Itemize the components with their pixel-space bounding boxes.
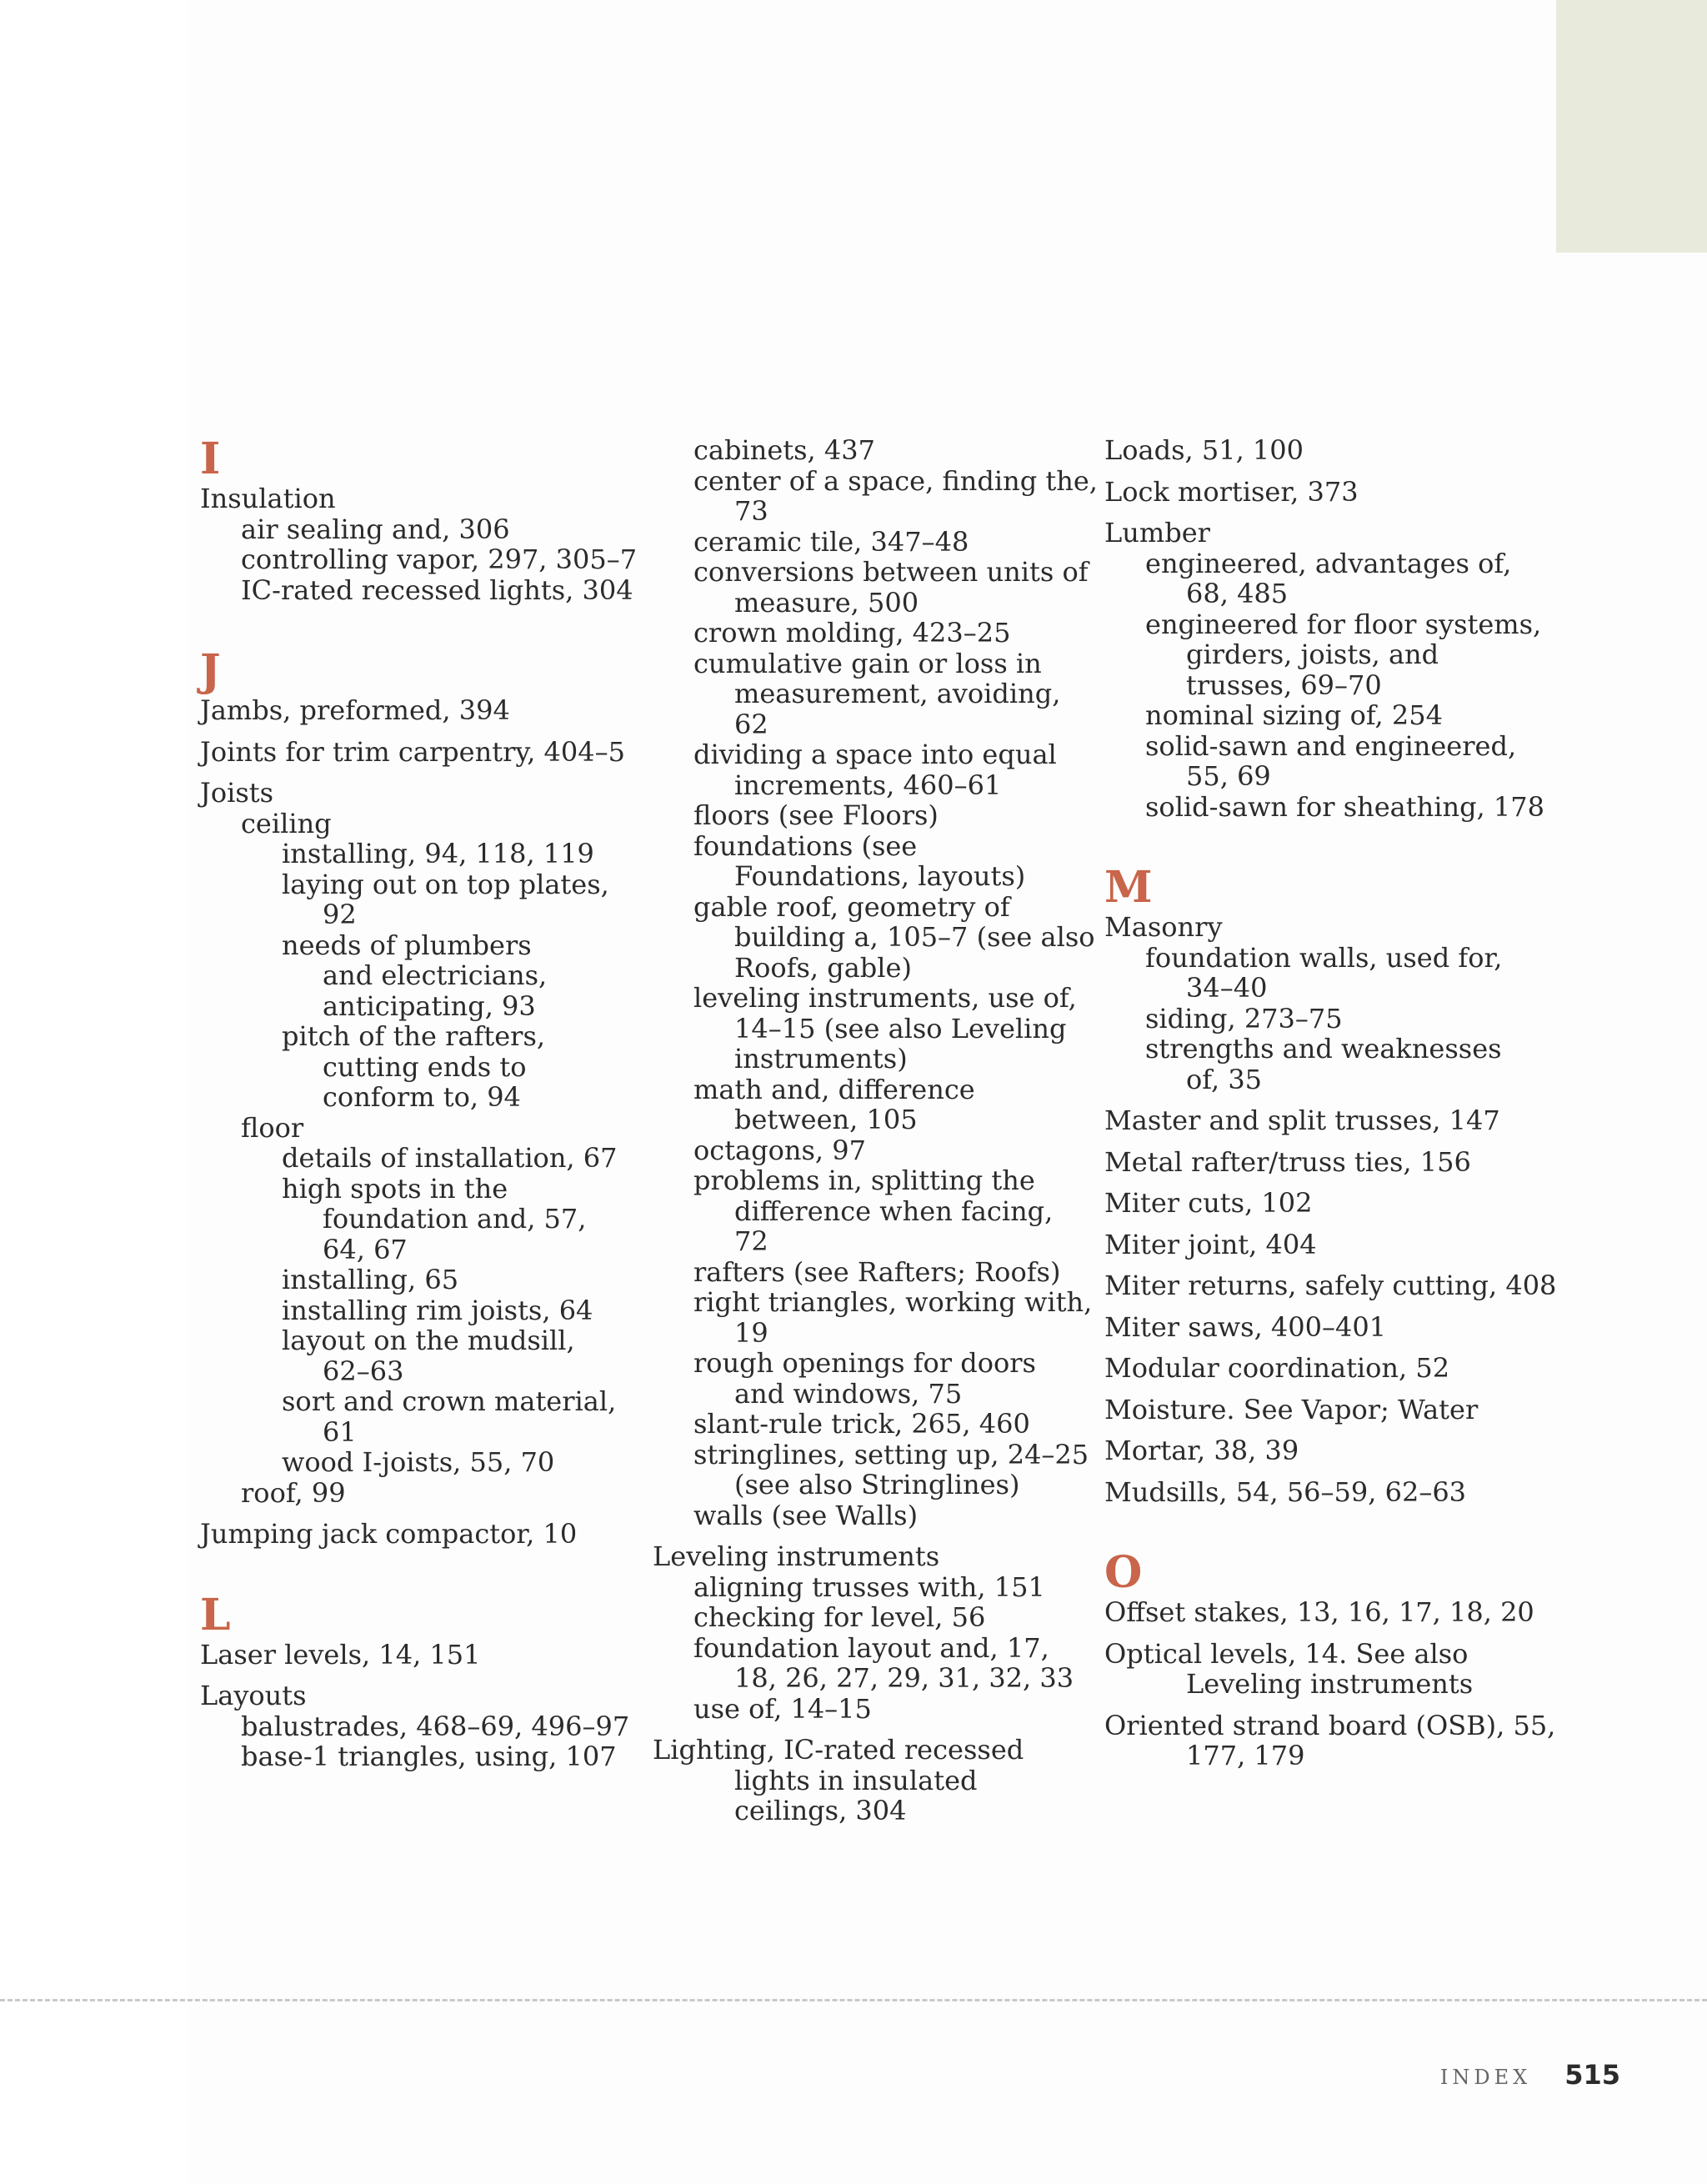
index-subentry: controlling vapor, 297, 305–7 (241, 543, 638, 575)
index-subentry: 62 (734, 708, 768, 740)
index-subentry: math and, difference (693, 1073, 975, 1105)
index-column-3 (1104, 434, 1557, 1782)
index-heading: Miter cuts, 102 (1104, 1187, 1313, 1219)
index-subentry: checking for level, 56 (693, 1601, 986, 1633)
index-subentry: conversions between units of (693, 556, 1089, 588)
index-entry (1104, 1312, 1554, 1343)
index-subentry: rafters (see Rafters; Roofs) (693, 1255, 1061, 1288)
index-entry (1104, 1105, 1554, 1136)
index-subentry: conform to, 94 (323, 1081, 521, 1113)
index-heading: Master and split trusses, 147 (1104, 1105, 1500, 1136)
index-entry (1104, 1188, 1554, 1219)
index-heading: Mortar, 38, 39 (1104, 1435, 1299, 1466)
index-subentry: 64, 67 (323, 1233, 408, 1265)
index-heading: Masonry (1104, 911, 1223, 943)
index-entry (1104, 1353, 1554, 1384)
index-subentry: walls (see Walls) (693, 1499, 919, 1531)
index-subentry: 61 (323, 1415, 357, 1448)
footer-rule (0, 1999, 1707, 2001)
index-entry (200, 1640, 633, 1671)
index-subentry: foundation layout and, 17, (693, 1631, 1049, 1664)
index-subentry: center of a space, finding the, (693, 464, 1098, 497)
index-heading: Jumping jack compactor, 10 (200, 1518, 578, 1550)
index-subentry: balustrades, 468–69, 496–97 (241, 1710, 630, 1742)
index-subentry: stringlines, setting up, 24–25 (693, 1438, 1089, 1470)
index-heading: Mudsills, 54, 56–59, 62–63 (1104, 1475, 1467, 1508)
index-subentry: 72 (734, 1225, 768, 1257)
index-subentry: foundation walls, used for, (1145, 941, 1503, 974)
index-heading: Joists (200, 777, 274, 809)
index-entry (1104, 1147, 1554, 1178)
index-subentry: problems in, splitting the (693, 1165, 1035, 1196)
index-heading: Metal rafter/truss ties, 156 (1104, 1145, 1471, 1178)
section-letter: J (200, 645, 221, 696)
index-subentry: right triangles, working with, (693, 1286, 1093, 1318)
index-heading: Miter returns, safely cutting, 408 (1104, 1270, 1557, 1301)
index-subentry: 14–15 (see also Leveling (734, 1012, 1067, 1044)
index-subentry: 62–63 (323, 1355, 404, 1387)
index-subentry: installing, 94, 118, 119 (282, 838, 594, 869)
index-subentry: octagons, 97 (693, 1134, 866, 1166)
page-margin (0, 0, 188, 2184)
index-subentry: cabinets, 437 (693, 434, 875, 466)
index-subentry: strengths and weaknesses (1145, 1033, 1502, 1064)
index-entry (1104, 477, 1554, 508)
index-subentry: floor (241, 1111, 304, 1144)
section-letter: O (1104, 1547, 1143, 1598)
index-entry (200, 1519, 633, 1550)
index-subentry: increments, 460–61 (734, 769, 1002, 801)
index-subentry: measurement, avoiding, (734, 678, 1061, 709)
index-subentry: slant-rule trick, 265, 460 (693, 1408, 1030, 1440)
index-subentry: aligning trusses with, 151 (693, 1570, 1045, 1603)
index-subentry: lights in insulated (734, 1764, 978, 1796)
index-subentry: and electricians, (323, 959, 548, 991)
index-heading: Modular coordination, 52 (1104, 1352, 1450, 1384)
index-heading: Moisture. See Vapor; Water (1104, 1393, 1479, 1425)
index-subentry: details of installation, 67 (282, 1142, 618, 1174)
index-subentry: sort and crown material, (282, 1385, 617, 1417)
page-footer (1440, 2059, 1620, 2091)
index-heading: Leveling instruments (653, 1540, 940, 1572)
index-subentry: needs of plumbers (282, 929, 532, 961)
index-subentry: pitch of the rafters, (282, 1020, 546, 1052)
index-heading: Jambs, preformed, 394 (200, 694, 510, 726)
index-subentry: siding, 273–75 (1145, 1002, 1343, 1034)
index-heading: Joints for trim carpentry, 404–5 (200, 735, 625, 768)
index-subentry: anticipating, 93 (323, 989, 536, 1022)
index-subentry: crown molding, 423–25 (693, 617, 1011, 649)
corner-tab-block (1556, 0, 1707, 253)
index-subentry: instruments) (734, 1043, 908, 1074)
index-heading: Optical levels, 14. See also (1104, 1637, 1469, 1670)
index-subentry: air sealing and, 306 (241, 513, 510, 545)
index-subentry: trusses, 69–70 (1186, 669, 1382, 701)
index-subentry: Foundations, layouts) (734, 860, 1026, 892)
index-entry (200, 1681, 633, 1772)
index-subentry: measure, 500 (734, 586, 919, 619)
index-subentry: building a, 105–7 (see also (734, 921, 1095, 953)
index-entry (1104, 1477, 1554, 1508)
index-heading: Laser levels, 14, 151 (200, 1638, 481, 1671)
index-subentry: rough openings for doors (693, 1347, 1036, 1379)
index-heading: Lumber (1104, 517, 1210, 549)
index-entry (653, 1735, 1086, 1826)
index-subentry: layout on the mudsill, (282, 1325, 575, 1356)
index-subentry: Roofs, gable) (734, 951, 912, 984)
index-subentry: laying out on top plates, (282, 868, 609, 900)
index-entry (200, 695, 633, 726)
index-subentry: of, 35 (1186, 1063, 1263, 1095)
index-entry (1104, 1639, 1554, 1700)
index-heading: Lighting, IC-rated recessed (653, 1734, 1024, 1766)
index-subentry: dividing a space into equal (693, 739, 1057, 770)
index-subentry: ceiling (241, 807, 332, 839)
index-entry (1104, 518, 1554, 822)
index-subentry: cutting ends to (323, 1050, 527, 1083)
index-subentry: ceramic tile, 347–48 (693, 525, 969, 558)
section-letter: I (200, 433, 221, 484)
index-subentry: (see also Stringlines) (734, 1469, 1020, 1500)
section-letter: L (200, 1589, 231, 1641)
index-subentry: gable roof, geometry of (693, 890, 1010, 923)
index-subentry: Leveling instruments (1186, 1668, 1474, 1700)
index-subentry: wood I-joists, 55, 70 (282, 1446, 555, 1478)
index-subentry: 19 (734, 1316, 768, 1349)
index-subentry: 18, 26, 27, 29, 31, 32, 33 (734, 1662, 1074, 1694)
index-column-2 (653, 434, 1098, 1837)
index-entry (1104, 1230, 1554, 1260)
index-entry (1104, 912, 1554, 1095)
index-entry (1104, 1395, 1554, 1425)
index-entry (1104, 1270, 1557, 1301)
index-subentry: engineered for floor systems, (1145, 608, 1542, 640)
page-number: 515 (1564, 2059, 1620, 2091)
running-footer-label: INDEX (1439, 2066, 1532, 2089)
index-subentry: difference when facing, (734, 1195, 1054, 1227)
index-subentry: 55, 69 (1186, 760, 1271, 792)
index-column-1 (200, 433, 638, 1783)
index-subentry: foundations (see (693, 829, 918, 862)
index-heading: Offset stakes, 13, 16, 17, 18, 20 (1104, 1596, 1534, 1628)
index-subentry: ceilings, 304 (734, 1795, 907, 1826)
index-subentry: foundation and, 57, (323, 1203, 587, 1235)
index-subentry: installing, 65 (282, 1264, 459, 1295)
index-subentry: solid-sawn for sheathing, 178 (1145, 790, 1544, 823)
index-subentry: nominal sizing of, 254 (1145, 699, 1443, 731)
index-entry (1104, 1435, 1554, 1466)
section-letter: M (1104, 862, 1153, 913)
index-heading: Lock mortiser, 373 (1104, 475, 1359, 508)
index-subentry: 68, 485 (1186, 578, 1289, 609)
index-subentry: roof, 99 (241, 1476, 346, 1509)
index-entry (653, 434, 1098, 1531)
index-subentry: high spots in the (282, 1172, 508, 1205)
index-entry (200, 737, 633, 768)
index-subentry: and windows, 75 (734, 1377, 963, 1410)
index-heading: Loads, 51, 100 (1104, 434, 1304, 466)
index-heading: Oriented strand board (OSB), 55, (1104, 1709, 1556, 1741)
index-subentry: installing rim joists, 64 (282, 1294, 593, 1326)
index-heading: Layouts (200, 1680, 307, 1711)
index-subentry: IC-rated recessed lights, 304 (241, 574, 633, 606)
index-heading: Miter saws, 400–401 (1104, 1310, 1387, 1343)
index-subentry: solid-sawn and engineered, (1145, 729, 1517, 762)
index-subentry: 73 (734, 495, 768, 527)
index-subentry: leveling instruments, use of, (693, 982, 1077, 1014)
index-entry (1104, 1597, 1554, 1628)
index-subentry: engineered, advantages of, (1145, 547, 1512, 579)
index-subentry: use of, 14–15 (693, 1692, 872, 1725)
index-entry (1104, 1711, 1554, 1771)
index-subentry: between, 105 (734, 1104, 918, 1135)
index-entry (1104, 435, 1554, 466)
index-subentry: base-1 triangles, using, 107 (241, 1741, 617, 1772)
index-entry (200, 483, 638, 606)
index-subentry: 92 (323, 899, 357, 930)
index-heading: Miter joint, 404 (1104, 1228, 1317, 1260)
index-subentry: cumulative gain or loss in (693, 647, 1042, 679)
index-entry (200, 778, 633, 1508)
index-subentry: floors (see Floors) (693, 799, 939, 831)
index-subentry: girders, joists, and (1186, 639, 1439, 670)
index-heading: Insulation (200, 483, 336, 514)
index-entry (653, 1541, 1086, 1724)
index-subentry: 34–40 (1186, 972, 1268, 1004)
index-subentry: 177, 179 (1186, 1740, 1305, 1771)
